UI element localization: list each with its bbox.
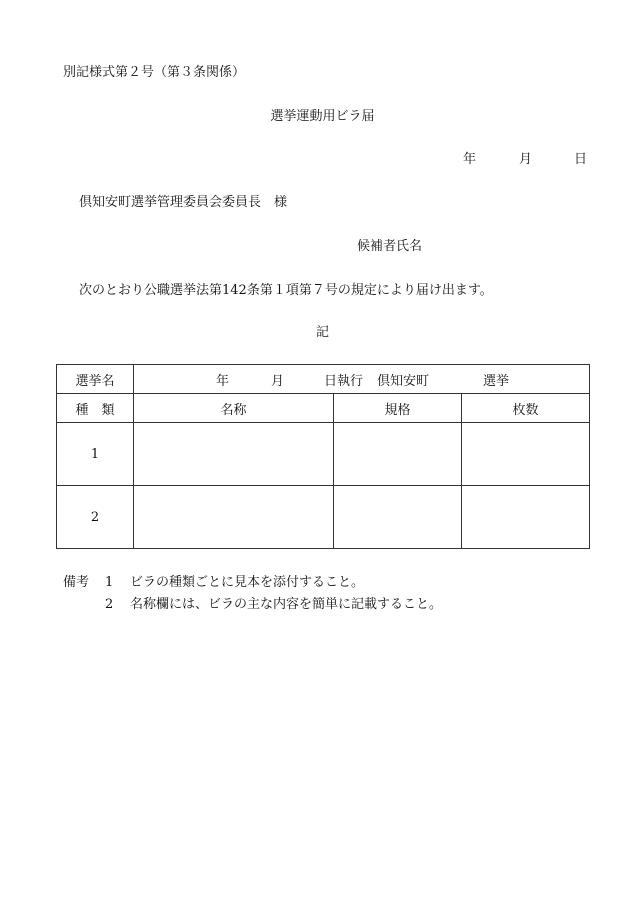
document-title: 選挙運動用ビラ届 [270, 109, 375, 124]
date-day: 日 [574, 152, 588, 167]
ki-heading: 記 [315, 325, 329, 340]
election-row [57, 365, 590, 394]
header-spec: 規格 [334, 394, 462, 423]
candidate-name-label: 候補者氏名 [357, 239, 423, 254]
body-text: 次のとおり公職選挙法第142条第１項第７号の規定により届け出ます。 [79, 283, 493, 298]
notes-label: 備考 [63, 575, 90, 590]
election-month: 月 [271, 373, 285, 389]
note-item [105, 576, 364, 589]
header-name: 名称 [134, 394, 334, 423]
form-label: 別記様式第２号（第３条関係） [63, 65, 246, 80]
election-value [134, 365, 590, 394]
row-type: 1 [57, 423, 134, 486]
note-number: 1 [105, 575, 114, 590]
election-suffix: 選挙 [483, 373, 510, 389]
election-label: 選挙名 [57, 365, 134, 394]
election-year: 年 [216, 373, 230, 389]
row-name-cell[interactable] [134, 486, 334, 549]
addressee: 倶知安町選挙管理委員会委員長 様 [79, 195, 288, 210]
row-count-cell[interactable] [462, 423, 590, 486]
notification-table [56, 364, 590, 549]
header-type: 種 類 [57, 394, 134, 423]
date-line [463, 153, 587, 166]
date-month: 月 [519, 152, 533, 167]
table-row [57, 423, 590, 486]
row-type: 2 [57, 486, 134, 549]
note-text: 名称欄には、ビラの主な内容を簡単に記載すること。 [130, 597, 443, 612]
note-number: 2 [105, 597, 114, 612]
table-header-row [57, 394, 590, 423]
note-text: ビラの種類ごとに見本を添付すること。 [130, 575, 365, 590]
row-spec-cell[interactable] [334, 486, 462, 549]
header-count: 枚数 [462, 394, 590, 423]
election-town: 倶知安町 [377, 373, 430, 389]
row-spec-cell[interactable] [334, 423, 462, 486]
row-count-cell[interactable] [462, 486, 590, 549]
note-item [105, 598, 442, 611]
election-day-exec: 日執行 [324, 373, 364, 389]
date-year: 年 [463, 152, 477, 167]
table-row [57, 486, 590, 549]
row-name-cell[interactable] [134, 423, 334, 486]
